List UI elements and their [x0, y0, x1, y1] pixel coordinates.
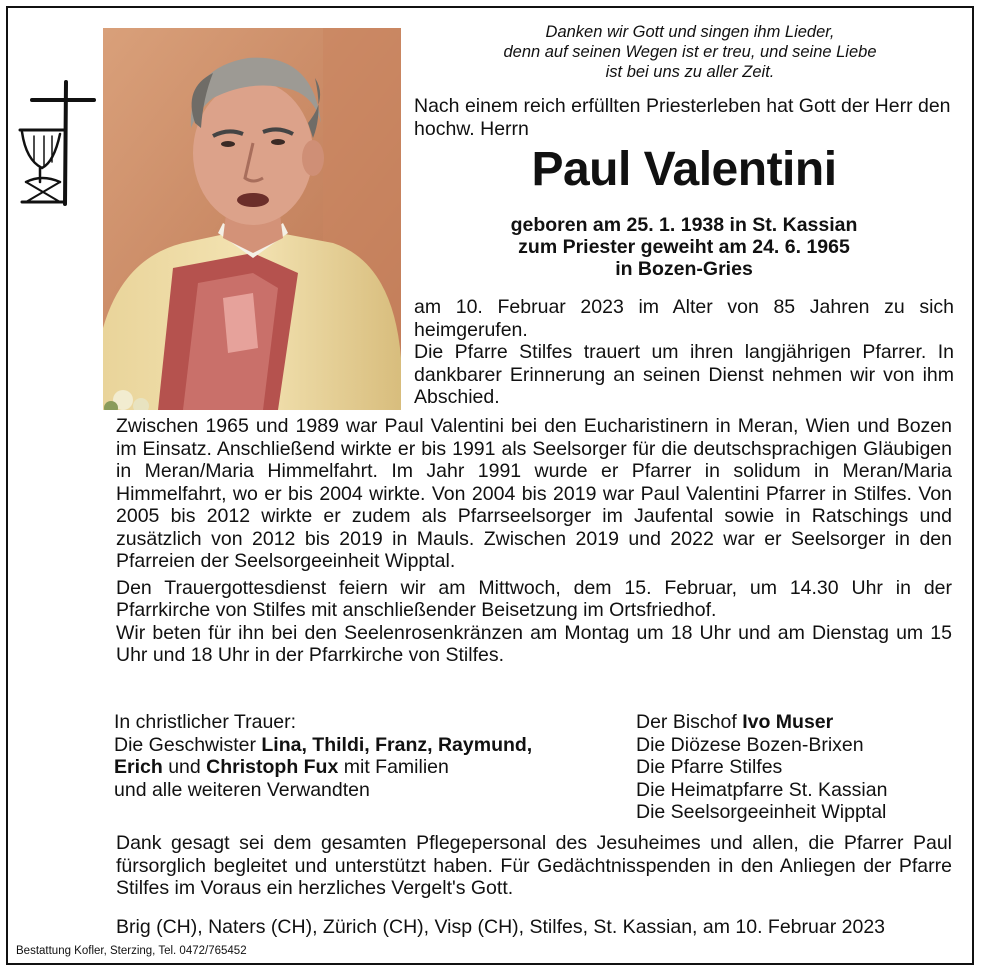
siblings-prefix: Die Geschwister [114, 733, 262, 756]
relatives-line: und alle weiteren Verwandten [114, 778, 370, 801]
quote-line: Danken wir Gott und singen ihm Lieder, [545, 23, 835, 41]
siblings-names: Lina, Thildi, Franz, Raymund, [261, 733, 533, 756]
quote-line: ist bei uns zu aller Zeit. [605, 63, 775, 81]
sibling-name: Christoph Fux [206, 756, 339, 778]
scripture-quote [410, 22, 970, 82]
bishop-name: Ivo Muser [742, 711, 834, 733]
biography-section [116, 415, 952, 671]
church-mourner: Die Diözese Bozen-Brixen [636, 733, 864, 756]
portrait-photo [103, 28, 401, 410]
intro-text: Nach einem reich erfüllten Priesterleben hat Gott der Herr den hochw. Herrn [414, 95, 951, 140]
biography-text: Zwischen 1965 und 1989 war Paul Valentini bei den Eucharistinern in Meran, Wien und Bozen im Einsatz. Anschließend wirkte er bis 1991 als Seelsorger für die deutschsprachigen Gläubigen in Meran/Maria Himmelfahrt. Im Jahr 1991 wurde er Pfarrer in solidum in Meran/Maria Himmelfahrt, wo er bis 2004 wirkte. Von 2004 bis 2019 war Paul Valentini Pfarrer in Stilfes. Von 2005 bis 2012 wirkte er zudem als Pfarrseelsorger im Jaufental sowie in Ratschings und zusätzlich von 2012 bis 2019 in Mauls. Zwischen 2019 und 2022 war er Seelsorger in den Pfarreien der Seelsorgeeinheit Wipptal. [116, 415, 952, 572]
ordination-place: in Bozen-Gries [615, 258, 753, 280]
rosary-text: Wir beten für ihn bei den Seelenrosenkränzen am Montag um 18 Uhr und am Dienstag um 15 Uhr und 18 Uhr in der Pfarrkirche von Stilfes. [116, 621, 952, 666]
funeral-home-footer: Bestattung Kofler, Sterzing, Tel. 0472/765452 [16, 945, 247, 957]
cross-chalice-icon [16, 78, 98, 208]
mourners-church [636, 711, 956, 824]
church-mourner: Die Pfarre Stilfes [636, 756, 783, 778]
bishop-prefix: Der Bischof [636, 711, 743, 733]
quote-line: denn auf seinen Wegen ist er treu, und seine Liebe [503, 43, 877, 61]
parish-mourns: Die Pfarre Stilfes trauert um ihren langjährigen Pfarrer. In dankbarer Erinnerung an seinen Dienst nehmen wir von ihm Abschied. [414, 341, 954, 408]
families-suffix: mit Familien [338, 756, 449, 778]
conjunction: und [162, 756, 207, 778]
mourners-family [114, 711, 614, 801]
bishop-line [636, 711, 956, 734]
birth-line: geboren am 25. 1. 1938 in St. Kassian [510, 214, 858, 236]
thanks-text: Dank gesagt sei dem gesamten Pflegepersonal des Jesuheimes und allen, die Pfarrer Paul fürsorglich begleitet und unterstützt haben. Für Gedächtnisspenden in den Anliegen der Pfarre Stilfes im Voraus ein herzliches Vergelt's Gott. [116, 832, 952, 899]
mourners-heading: In christlicher Trauer: [114, 711, 297, 733]
church-mourner: Die Heimatpfarre St. Kassian [636, 778, 888, 801]
place-date: Brig (CH), Naters (CH), Zürich (CH), Visp (CH), Stilfes, St. Kassian, am 10. Februar 2023 [116, 916, 886, 938]
ordination-line: zum Priester geweiht am 24. 6. 1965 [518, 236, 850, 258]
church-mourner: Die Seelsorgeeinheit Wipptal [636, 801, 887, 823]
death-line: am 10. Februar 2023 im Alter von 85 Jahren zu sich heimgerufen. [414, 296, 954, 341]
deceased-name: Paul Valentini [531, 143, 837, 196]
funeral-text: Den Trauergottesdienst feiern wir am Mittwoch, dem 15. Februar, um 14.30 Uhr in der Pfarrkirche von Stilfes mit anschließender Beisetzung im Ortsfriedhof. [116, 576, 952, 621]
siblings-line-2 [114, 756, 614, 779]
sibling-name: Erich [114, 756, 163, 778]
death-text [414, 296, 954, 409]
life-dates [414, 214, 954, 280]
siblings-line [114, 734, 614, 757]
